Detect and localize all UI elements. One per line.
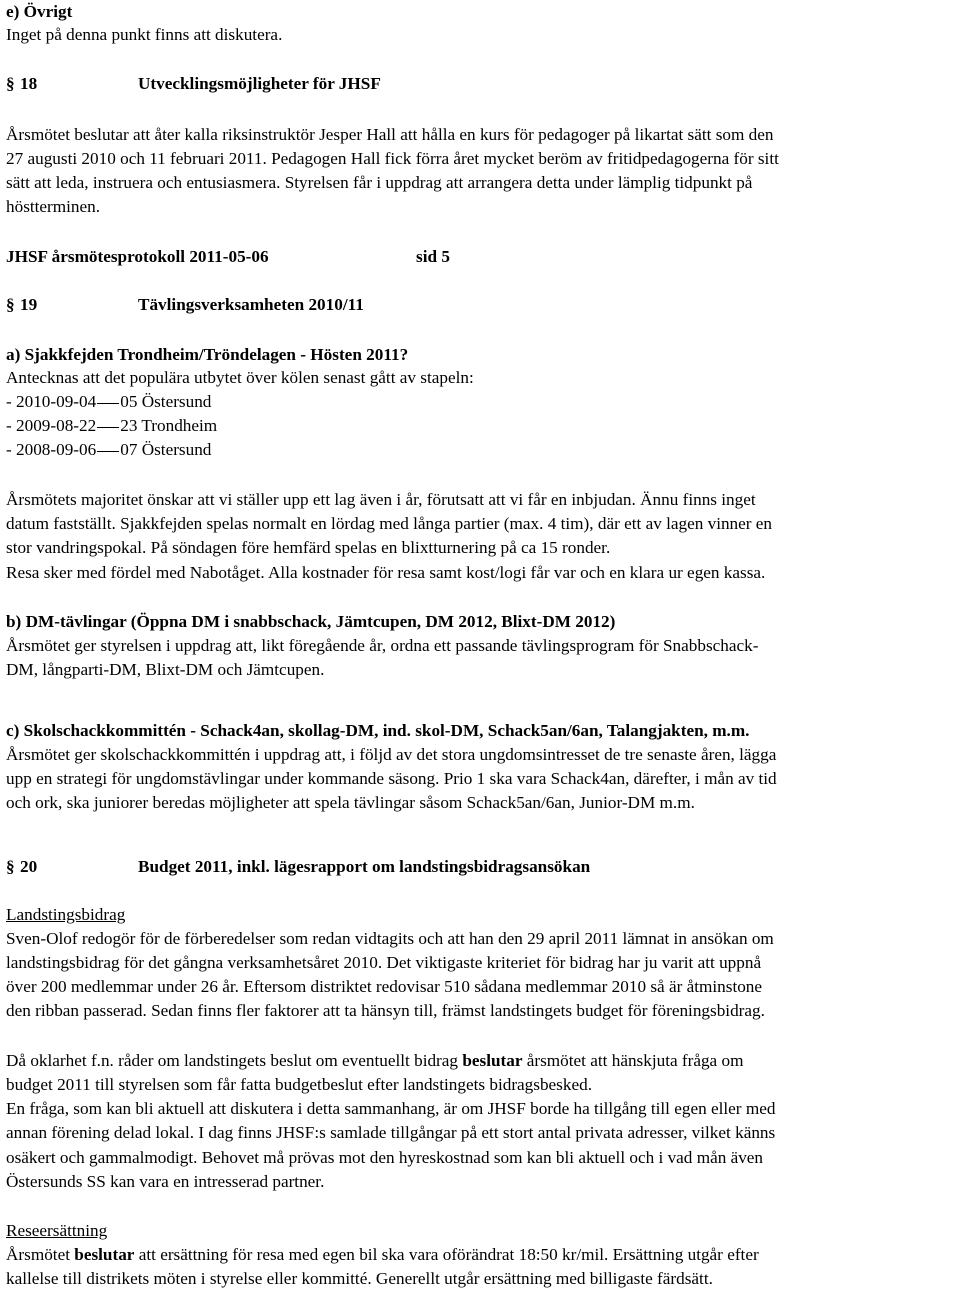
result-score: 23 Trondheim — [120, 416, 218, 435]
subsection-c-heading: c) Skolschackkommittén - Schack4an, skollag-DM, ind. skol-DM, Schack5an/6an, Talangjakten, m.m. — [6, 721, 750, 740]
page-header-title: JHSF årsmötesprotokoll 2011-05-06 — [6, 247, 269, 266]
section-18-line: Årsmötet beslutar att åter kalla riksinstruktör Jesper Hall att hålla en kurs för pedagoger på likartat sätt som den — [6, 125, 774, 144]
reseersattning-heading: Reseersättning — [6, 1221, 108, 1240]
paragraph-sign: § — [6, 295, 15, 314]
text-run: årsmötet att hänskjuta fråga om — [522, 1051, 744, 1070]
landstingsbidrag-p2-line: annan förening delad lokal. I dag finns JHSF:s samlade tillgångar på ett stort antal privata adresser, vilket känns — [6, 1123, 776, 1142]
dash-line — [97, 403, 119, 404]
section-title: Utvecklingsmöjligheter för JHSF — [138, 74, 381, 93]
subsection-a-line: datum fastställt. Sjakkfejden spelas normalt en lördag med långa partier (max. 4 tim), där ett av lagen vinner en — [6, 514, 773, 533]
subsection-c-line: Årsmötet ger skolschackkommittén i uppdrag att, i följd av det stora ungdomsintresset de tre senaste åren, lägga — [6, 745, 777, 764]
reseersattning-line — [6, 1243, 759, 1267]
result-score: 05 Östersund — [120, 392, 212, 411]
landstingsbidrag-line: landstingsbidrag för det gångna verksamhetsåret 2010. Det viktigaste kriteriet för bidrag har ju varit att uppnå — [6, 953, 762, 972]
bold-decision-word: beslutar — [74, 1245, 135, 1264]
subsection-a-line: Resa sker med fördel med Nabotåget. Alla kostnader för resa samt kost/logi får var och en klara ur egen kassa. — [6, 563, 766, 582]
bold-decision-word: beslutar — [462, 1051, 523, 1070]
subsection-b-heading: b) DM-tävlingar (Öppna DM i snabbschack, Jämtcupen, DM 2012, Blixt-DM 2012) — [6, 612, 616, 631]
section-18-line: sätt att leda, instruera och entusiasmera. Styrelsen får i uppdrag att arrangera detta under lämplig tidpunkt på — [6, 173, 753, 192]
landstingsbidrag-p2-line: En fråga, som kan bli aktuell att diskutera i detta sammanhang, är om JHSF borde ha tillgång till egen eller med — [6, 1099, 776, 1118]
subsection-a-heading: a) Sjakkfejden Trondheim/Tröndelagen - Hösten 2011? — [6, 345, 409, 364]
section-18-line: 27 augusti 2010 och 11 februari 2011. Pedagogen Hall fick förra året mycket beröm av fritidpedagogerna för sitt — [6, 149, 779, 168]
landstingsbidrag-line: Sven-Olof redogör för de förberedelser som redan vidtagits och att han den 29 april 2011 lämnat in ansökan om — [6, 929, 774, 948]
section-title: Budget 2011, inkl. lägesrapport om landstingsbidragsansökan — [138, 857, 591, 876]
section-20-heading — [6, 855, 906, 879]
section-e-heading: e) Övrigt — [6, 2, 73, 21]
section-number: 19 — [20, 295, 38, 314]
subsection-c-line: och ork, ska juniorer beredas möjligheter att spela tävlingar såsom Schack5an/6an, Junior-DM m.m. — [6, 793, 695, 812]
section-18-line: höstterminen. — [6, 197, 101, 216]
dash-line — [97, 451, 119, 452]
text-run: Årsmötet — [6, 1245, 75, 1264]
landstingsbidrag-p2-line — [6, 1049, 743, 1073]
subsection-b-line: Årsmötet ger styrelsen i uppdrag att, likt föregående år, ordna ett passande tävlingsprogram för Snabbschack- — [6, 636, 759, 655]
result-date: - 2009-08-22 — [6, 416, 97, 435]
result-row — [6, 438, 211, 462]
text-run: Då oklarhet f.n. råder om landstingets beslut om eventuellt bidrag — [6, 1051, 463, 1070]
section-e-text: Inget på denna punkt finns att diskutera. — [6, 25, 283, 44]
result-row — [6, 414, 217, 438]
landstingsbidrag-p2-line: Östersunds SS kan vara en intresserad partner. — [6, 1172, 325, 1191]
landstingsbidrag-line: den ribban passerad. Sedan finns fler faktorer att ta hänsyn till, främst landstingets budget för föreningsbidrag. — [6, 1001, 765, 1020]
text-run: att ersättning för resa med egen bil ska vara oförändrat 18:50 kr/mil. Ersättning utgår efter — [134, 1245, 759, 1264]
reseersattning-line: kallelse till distrikets möten i styrelse eller kommitté. Generellt utgår ersättning med billigaste färdsätt. — [6, 1269, 713, 1288]
section-title: Tävlingsverksamheten 2010/11 — [138, 295, 364, 314]
section-19-heading — [6, 293, 906, 317]
landstingsbidrag-heading: Landstingsbidrag — [6, 905, 126, 924]
section-18-heading — [6, 72, 906, 96]
section-number: 18 — [20, 74, 38, 93]
paragraph-sign: § — [6, 857, 15, 876]
landstingsbidrag-p2-line: osäkert och gammalmodigt. Behovet må prövas mot den hyreskostnad som kan bli aktuell och i vad mån även — [6, 1148, 764, 1167]
paragraph-sign: § — [6, 74, 15, 93]
section-number: 20 — [20, 857, 38, 876]
page-number: sid 5 — [416, 247, 450, 266]
subsection-c-line: upp en strategi för ungdomstävlingar under kommande säsong. Prio 1 ska vara Schack4an, därefter, i mån av tid — [6, 769, 777, 788]
subsection-a-line: Årsmötets majoritet önskar att vi ställer upp ett lag även i år, förutsatt att vi får en inbjudan. Ännu finns inget — [6, 490, 756, 509]
page-header — [6, 245, 906, 269]
subsection-b-line: DM, långparti-DM, Blixt-DM och Jämtcupen. — [6, 660, 325, 679]
result-date: - 2010-09-04 — [6, 392, 97, 411]
subsection-a-intro: Antecknas att det populära utbytet över kölen senast gått av stapeln: — [6, 368, 474, 387]
result-row — [6, 390, 211, 414]
dash-line — [97, 427, 119, 428]
subsection-a-line: stor vandringspokal. På söndagen före hemfärd spelas en blixtturnering på ca 15 ronder. — [6, 538, 611, 557]
result-date: - 2008-09-06 — [6, 440, 97, 459]
landstingsbidrag-p2-line: budget 2011 till styrelsen som får fatta budgetbeslut efter landstingets bidragsbesked. — [6, 1075, 592, 1094]
result-score: 07 Östersund — [120, 440, 212, 459]
landstingsbidrag-line: över 200 medlemmar under 26 år. Eftersom distriktet redovisar 510 sådana medlemmar 2010 så är åtminstone — [6, 977, 763, 996]
